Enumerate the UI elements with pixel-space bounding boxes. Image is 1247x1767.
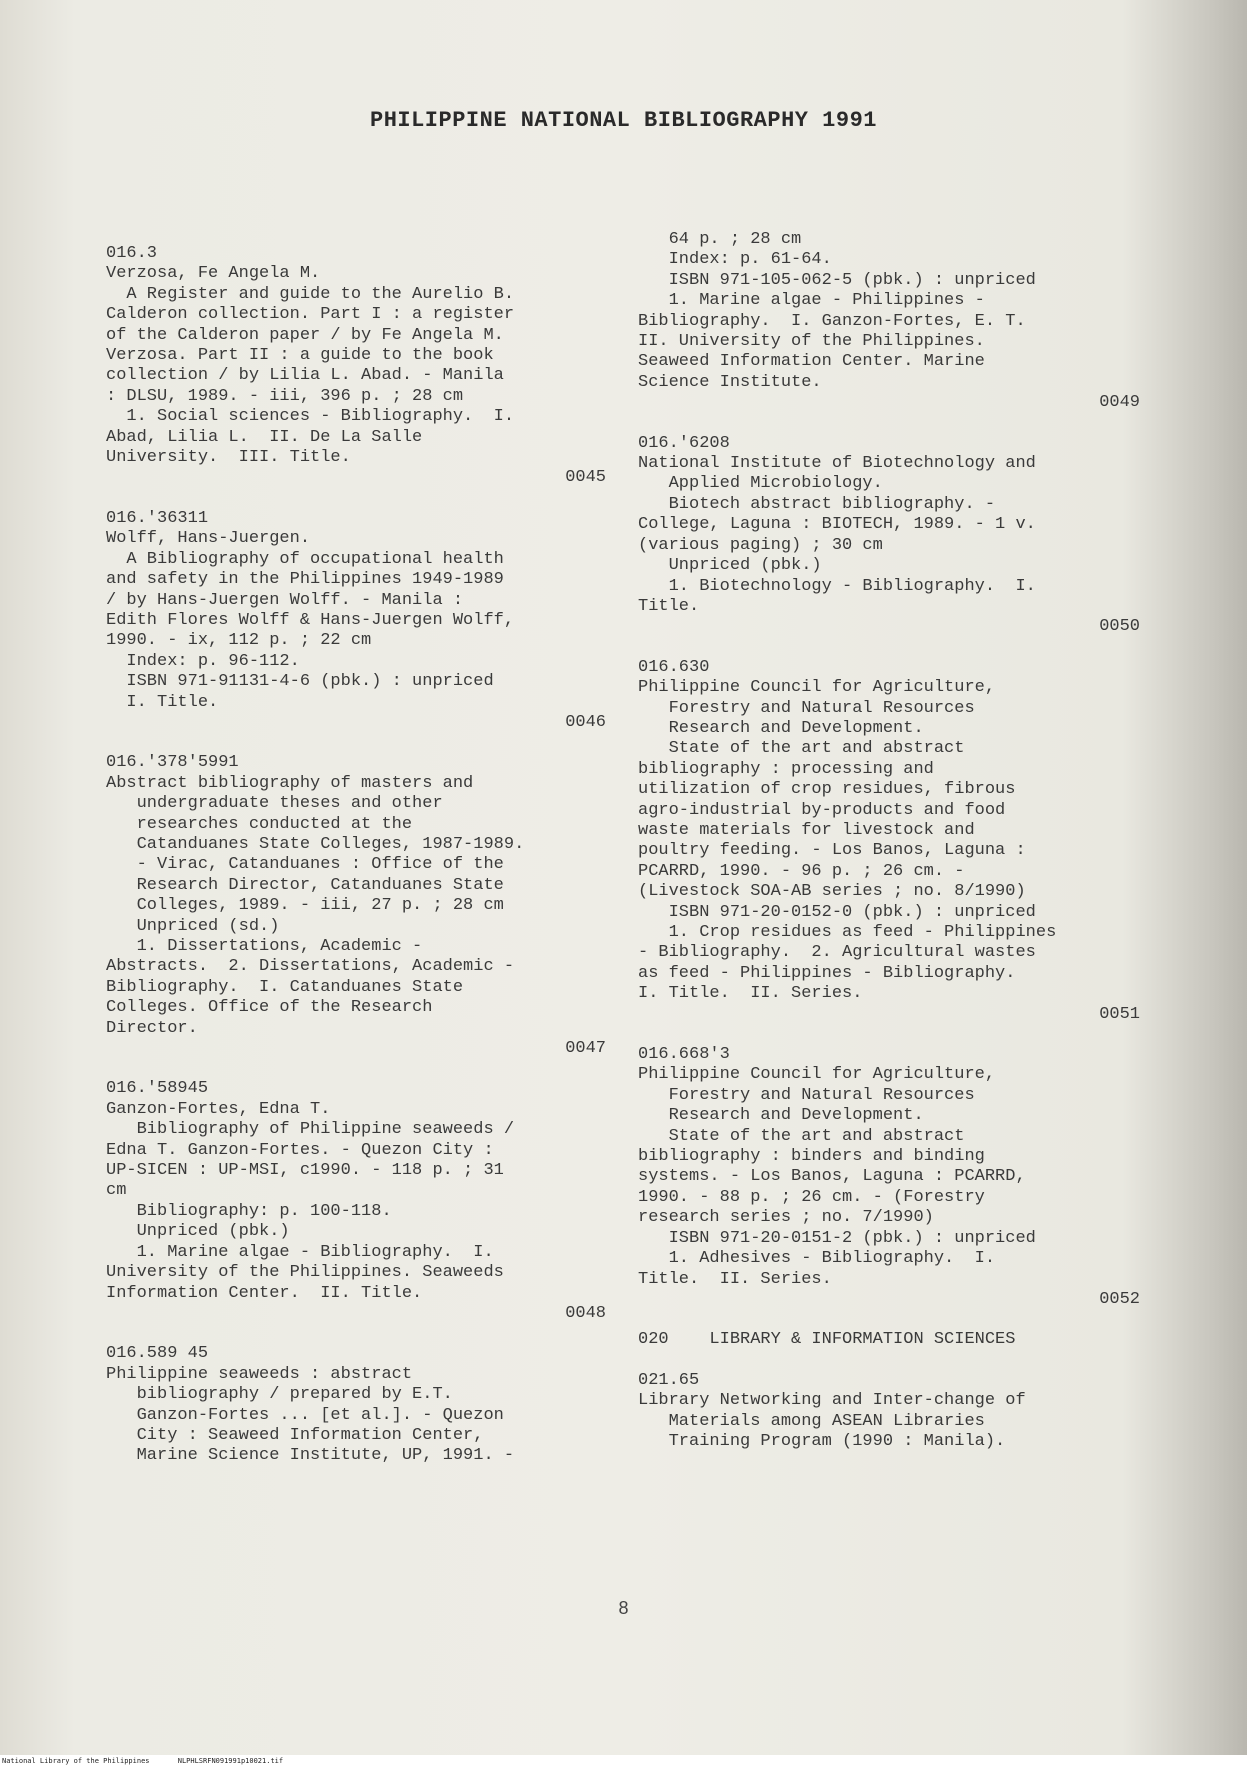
entry-line: I. Title.	[106, 692, 219, 712]
entry-line: Unpriced (sd.)	[106, 916, 280, 936]
bibliography-entry	[106, 244, 606, 489]
entry-line: undergraduate theses and other	[106, 794, 443, 814]
entry-line: Philippine seaweeds : abstract	[106, 1364, 413, 1384]
entry-class-number: 016.589 45	[106, 1344, 209, 1364]
entry-line: poultry feeding. - Los Banos, Laguna :	[638, 841, 1026, 861]
entry-line: Bibliography of Philippine seaweeds /	[106, 1120, 515, 1140]
entry-line: (various paging) ; 30 cm	[638, 535, 883, 555]
entry-line: ISBN 971-20-0151-2 (pbk.) : unpriced	[638, 1228, 1036, 1248]
entry-line: Abad, Lilia L. II. De La Salle	[106, 427, 423, 447]
entry-line: research series ; no. 7/1990)	[638, 1208, 934, 1228]
entry-line: A Bibliography of occupational health	[106, 549, 504, 569]
entry-line: Biotech abstract bibliography. -	[638, 494, 996, 514]
entry-line: Research Director, Catanduanes State	[106, 875, 504, 895]
entry-line: Index: p. 96-112.	[106, 651, 300, 671]
entry-line: Ganzon-Fortes ... [et al.]. - Quezon	[106, 1405, 504, 1425]
entry-number: 0049	[1099, 393, 1140, 413]
entry-line: I. Title. II. Series.	[638, 984, 863, 1004]
entry-line: Director.	[106, 1018, 198, 1038]
entry-line: utilization of crop residues, fibrous	[638, 780, 1016, 800]
entry-line: Training Program (1990 : Manila).	[638, 1431, 1006, 1451]
entry-line: 1. Biotechnology - Bibliography. I.	[638, 576, 1036, 596]
entry-line: State of the art and abstract	[638, 739, 965, 759]
section-heading: 020 LIBRARY & INFORMATION SCIENCES	[638, 1330, 1016, 1350]
entry-line: and safety in the Philippines 1949-1989	[106, 570, 504, 590]
entry-line: Philippine Council for Agriculture,	[638, 1065, 996, 1085]
entry-line: State of the art and abstract	[638, 1126, 965, 1146]
entry-line: Title. II. Series.	[638, 1269, 832, 1289]
entry-line: 1. Marine algae - Philippines -	[638, 291, 985, 311]
bibliography-entry	[638, 1045, 1140, 1310]
bibliography-entry	[106, 753, 606, 1059]
entry-line: collection / by Lilia L. Abad. - Manila	[106, 366, 504, 386]
entry-line: Bibliography: p. 100-118.	[106, 1201, 392, 1221]
entry-number: 0052	[1099, 1289, 1140, 1309]
entry-line: Research and Development.	[638, 718, 924, 738]
entry-line: Verzosa, Fe Angela M.	[106, 264, 321, 284]
entry-line: A Register and guide to the Aurelio B.	[106, 284, 515, 304]
entry-line: 1990. - ix, 112 p. ; 22 cm	[106, 631, 372, 651]
entry-line: Calderon collection. Part I : a register	[106, 305, 515, 325]
entry-line: National Institute of Biotechnology and	[638, 454, 1036, 474]
entry-class-number: 016.668'3	[638, 1045, 730, 1065]
entry-line: Unpriced (pbk.)	[638, 556, 822, 576]
entry-number: 0051	[1099, 1004, 1140, 1024]
entry-class-number: 021.65	[638, 1370, 700, 1390]
entry-line: Title.	[638, 596, 700, 616]
entry-line: Marine Science Institute, UP, 1991. -	[106, 1446, 515, 1466]
entry-class-number: 016.'378'5991	[106, 753, 239, 773]
entry-line: Bibliography. I. Catanduanes State	[106, 977, 464, 997]
entry-line: Philippine Council for Agriculture,	[638, 678, 996, 698]
entry-line: Bibliography. I. Ganzon-Fortes, E. T.	[638, 311, 1026, 331]
entry-line: Research and Development.	[638, 1106, 924, 1126]
entry-line: Information Center. II. Title.	[106, 1283, 423, 1303]
entry-line: 1. Adhesives - Bibliography. I.	[638, 1249, 996, 1269]
entry-class-number: 64 p. ; 28 cm	[638, 230, 802, 249]
entry-line: : DLSU, 1989. - iii, 396 p. ; 28 cm	[106, 386, 464, 406]
entry-line: College, Laguna : BIOTECH, 1989. - 1 v.	[638, 515, 1036, 535]
page-title: PHILIPPINE NATIONAL BIBLIOGRAPHY 1991	[370, 108, 877, 133]
entry-class-number: 016.'58945	[106, 1079, 209, 1099]
bibliography-entry-final	[638, 1371, 1140, 1453]
bibliography-entry	[638, 230, 1140, 414]
bibliography-entry	[638, 658, 1140, 1025]
entry-line: as feed - Philippines - Bibliography.	[638, 963, 1016, 983]
entry-line: Unpriced (pbk.)	[106, 1222, 290, 1242]
entry-line: researches conducted at the	[106, 814, 413, 834]
entry-line: (Livestock SOA-AB series ; no. 8/1990)	[638, 882, 1026, 902]
entry-class-number: 016.3	[106, 244, 158, 263]
entry-line: Science Institute.	[638, 372, 822, 392]
right-column	[638, 230, 1140, 1452]
entry-line: waste materials for livestock and	[638, 820, 975, 840]
entry-line: II. University of the Philippines.	[638, 332, 985, 352]
entry-line: Ganzon-Fortes, Edna T.	[106, 1099, 331, 1119]
entry-line: 1. Marine algae - Bibliography. I.	[106, 1242, 494, 1262]
entry-line: / by Hans-Juergen Wolff. - Manila :	[106, 590, 464, 610]
entry-line: ISBN 971-20-0152-0 (pbk.) : unpriced	[638, 902, 1036, 922]
entry-number: 0047	[565, 1039, 606, 1059]
entry-line: University. III. Title.	[106, 448, 351, 468]
page-number: 8	[618, 1598, 629, 1618]
entry-line: systems. - Los Banos, Laguna : PCARRD,	[638, 1167, 1026, 1187]
footer-file: NLPHLSRFN091991p10021.tif	[177, 1757, 284, 1765]
entry-line: University of the Philippines. Seaweeds	[106, 1263, 504, 1283]
entry-line: Verzosa. Part II : a guide to the book	[106, 346, 494, 366]
bibliography-entry	[106, 1079, 606, 1324]
footer-source: National Library of the Philippines	[2, 1757, 150, 1765]
entry-line: 1. Social sciences - Bibliography. I.	[106, 407, 515, 427]
entry-class-number: 016.'36311	[106, 508, 209, 528]
right-entries	[638, 230, 1140, 1310]
entry-line: Colleges. Office of the Research	[106, 998, 433, 1018]
entry-line: Forestry and Natural Resources	[638, 698, 975, 718]
entry-line: agro-industrial by-products and food	[638, 800, 1006, 820]
entry-line: Catanduanes State Colleges, 1987-1989.	[106, 834, 525, 854]
entry-line: City : Seaweed Information Center,	[106, 1425, 484, 1445]
entry-number: 0046	[565, 712, 606, 732]
entry-line: ISBN 971-91131-4-6 (pbk.) : unpriced	[106, 672, 494, 692]
entry-line: UP-SICEN : UP-MSI, c1990. - 118 p. ; 31	[106, 1161, 504, 1181]
entry-line: bibliography / prepared by E.T.	[106, 1385, 453, 1405]
entry-line: PCARRD, 1990. - 96 p. ; 26 cm. -	[638, 861, 965, 881]
entry-line: Materials among ASEAN Libraries	[638, 1411, 985, 1431]
bibliography-entry	[106, 1344, 606, 1466]
entry-line: Library Networking and Inter-change of	[638, 1391, 1026, 1411]
entry-line: Colleges, 1989. - iii, 27 p. ; 28 cm	[106, 896, 504, 916]
entry-line: ISBN 971-105-062-5 (pbk.) : unpriced	[638, 270, 1036, 290]
entry-line: Edith Flores Wolff & Hans-Juergen Wolff,	[106, 610, 515, 630]
entry-number: 0045	[565, 468, 606, 488]
entry-class-number: 016.'6208	[638, 433, 730, 453]
entry-line: - Virac, Catanduanes : Office of the	[106, 855, 504, 875]
entry-line: Index: p. 61-64.	[638, 250, 832, 270]
entry-line: cm	[106, 1181, 127, 1201]
scan-footer	[0, 1755, 1247, 1767]
left-column	[106, 244, 606, 1487]
entry-line: Abstracts. 2. Dissertations, Academic -	[106, 957, 515, 977]
entry-line: bibliography : processing and	[638, 759, 934, 779]
entry-number: 0050	[1099, 617, 1140, 637]
entry-line: 1. Crop residues as feed - Philippines	[638, 923, 1057, 942]
entry-line: 1. Dissertations, Academic -	[106, 937, 423, 956]
entry-line: of the Calderon paper / by Fe Angela M.	[106, 325, 504, 345]
bibliography-entry	[106, 509, 606, 733]
entry-line: Wolff, Hans-Juergen.	[106, 529, 311, 549]
entry-line: bibliography : binders and binding	[638, 1147, 985, 1167]
entry-line: Forestry and Natural Resources	[638, 1085, 975, 1105]
entry-line: Seaweed Information Center. Marine	[638, 352, 985, 372]
entry-class-number: 016.630	[638, 657, 710, 677]
entry-line: 1990. - 88 p. ; 26 cm. - (Forestry	[638, 1187, 985, 1207]
entry-number: 0048	[565, 1303, 606, 1323]
entry-line: Edna T. Ganzon-Fortes. - Quezon City :	[106, 1140, 494, 1160]
entry-line: Applied Microbiology.	[638, 474, 883, 494]
entry-line: Abstract bibliography of masters and	[106, 773, 474, 793]
entry-line: - Bibliography. 2. Agricultural wastes	[638, 943, 1036, 963]
bibliography-entry	[638, 434, 1140, 638]
